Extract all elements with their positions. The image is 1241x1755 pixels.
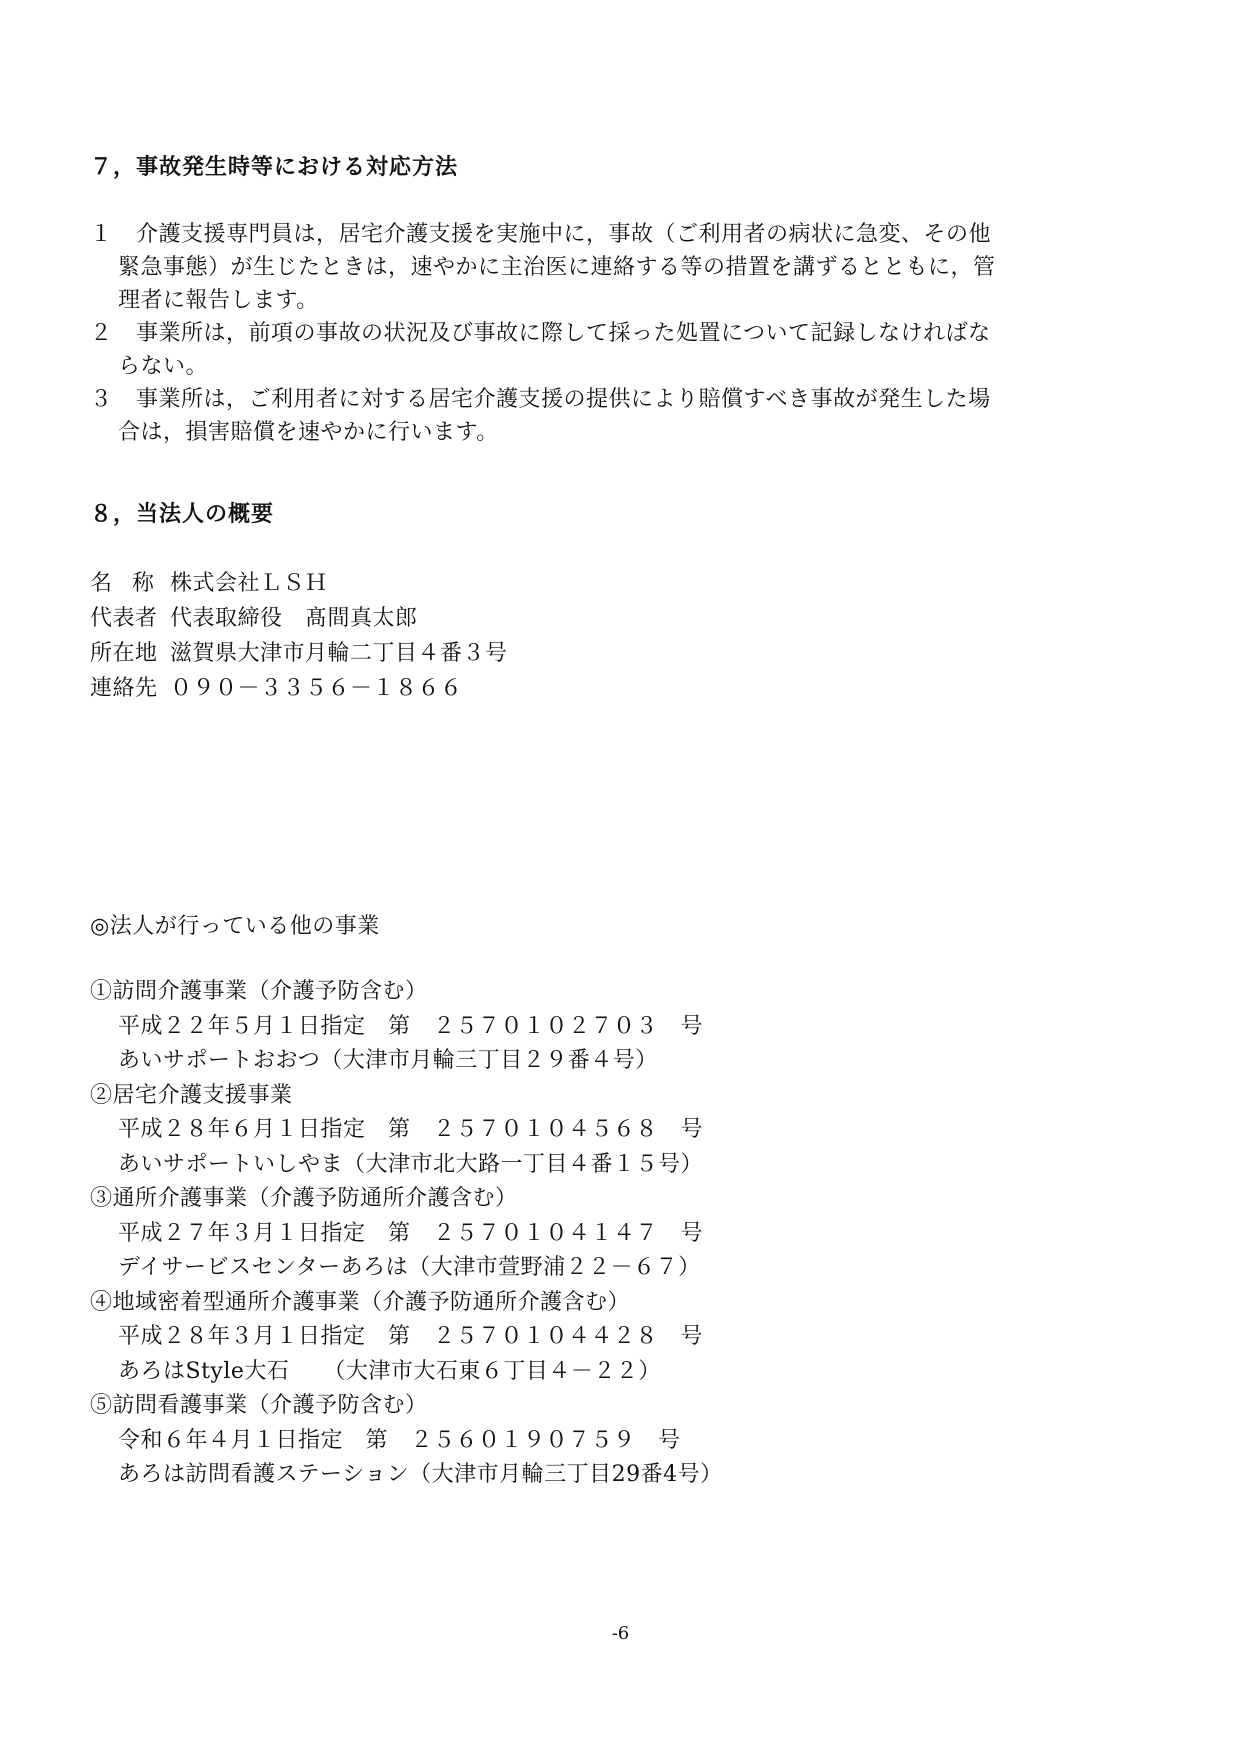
item-text-line: 事業所は，ご利用者に対する居宅介護支援の提供により賠償すべき事故が発生した場 [136,387,991,412]
info-label: 連絡先 [90,676,158,701]
info-label: 名称 [90,571,175,596]
info-value: ０９０－３３５６－１８６６ [170,676,463,701]
business-designation: 平成２７年３月１日指定 第 ２５７０１０４１４７ 号 [118,1220,704,1246]
company-info [90,566,508,706]
info-label: 代表者 [90,606,158,631]
info-row-name [90,566,508,601]
info-label: 所在地 [90,641,158,666]
item-text-line: 合は，損害賠償を速やかに行います。 [118,420,499,445]
business-office: あいサポートおおつ（大津市月輪三丁目２９番４号） [118,1048,658,1073]
list-item [90,317,1150,383]
business-office: あろは訪問看護ステーション（大津市月輪三丁目29番4号） [118,1462,723,1487]
info-row-contact [90,671,508,706]
item-text-line: 理者に報告します。 [118,288,319,313]
list-item [90,218,1150,317]
list-item [90,383,1150,449]
item-number: ３ [90,387,113,412]
business-designation: 平成２８年３月１日指定 第 ２５７０１０４４２８ 号 [118,1324,704,1349]
business-designation: 令和６年４月１日指定 第 ２５６０１９０７５９ 号 [118,1427,681,1453]
item-text-line: 事業所は，前項の事故の状況及び事故に際して採った処置について記録しなければな [136,321,991,346]
business-designation: 平成２８年６月１日指定 第 ２５７０１０４５６８ 号 [118,1117,704,1142]
business-office: デイサービスセンターあろは（大津市萱野浦２２－６７） [118,1255,701,1280]
section7-list [90,218,1150,449]
info-row-representative [90,601,508,636]
item-text-line: 緊急事態）が生じたときは，速やかに主治医に連絡する等の措置を講ずるとともに，管 [118,255,996,280]
info-value: 株式会社ＬＳＨ [170,571,328,596]
section8-heading: ８，当法人の概要 [90,502,275,527]
other-business-list [90,975,723,1493]
item-text-line: らない。 [118,354,209,379]
page-number: -6 [611,1623,630,1644]
info-value: 代表取締役 髙間真太郎 [170,606,418,631]
info-row-address [90,636,508,671]
business-title: ①訪問介護事業（介護予防含む） [90,979,428,1004]
section7-heading: ７，事故発生時等における対応方法 [90,155,459,180]
item-number: ２ [90,321,113,346]
info-value: 滋賀県大津市月輪二丁目４番３号 [170,641,508,666]
item-number: １ [90,222,113,247]
item-text-line: 介護支援専門員は，居宅介護支援を実施中に，事故（ご利用者の病状に急変、その他 [136,222,992,247]
business-title: ⑤訪問看護事業（介護予防含む） [90,1393,428,1418]
business-office: あろはStyle大石 （大津市大石東６丁目４－２２） [118,1358,661,1384]
other-business-title: ◎法人が行っている他の事業 [90,914,380,939]
business-title: ②居宅介護支援事業 [90,1082,293,1108]
business-title: ④地域密着型通所介護事業（介護予防通所介護含む） [90,1289,631,1315]
business-designation: 平成２２年５月１日指定 第 ２５７０１０２７０３ 号 [118,1013,704,1039]
business-title: ③通所介護事業（介護予防通所介護含む） [90,1186,518,1211]
business-office: あいサポートいしやま（大津市北大路一丁目４番１５号） [118,1151,704,1177]
